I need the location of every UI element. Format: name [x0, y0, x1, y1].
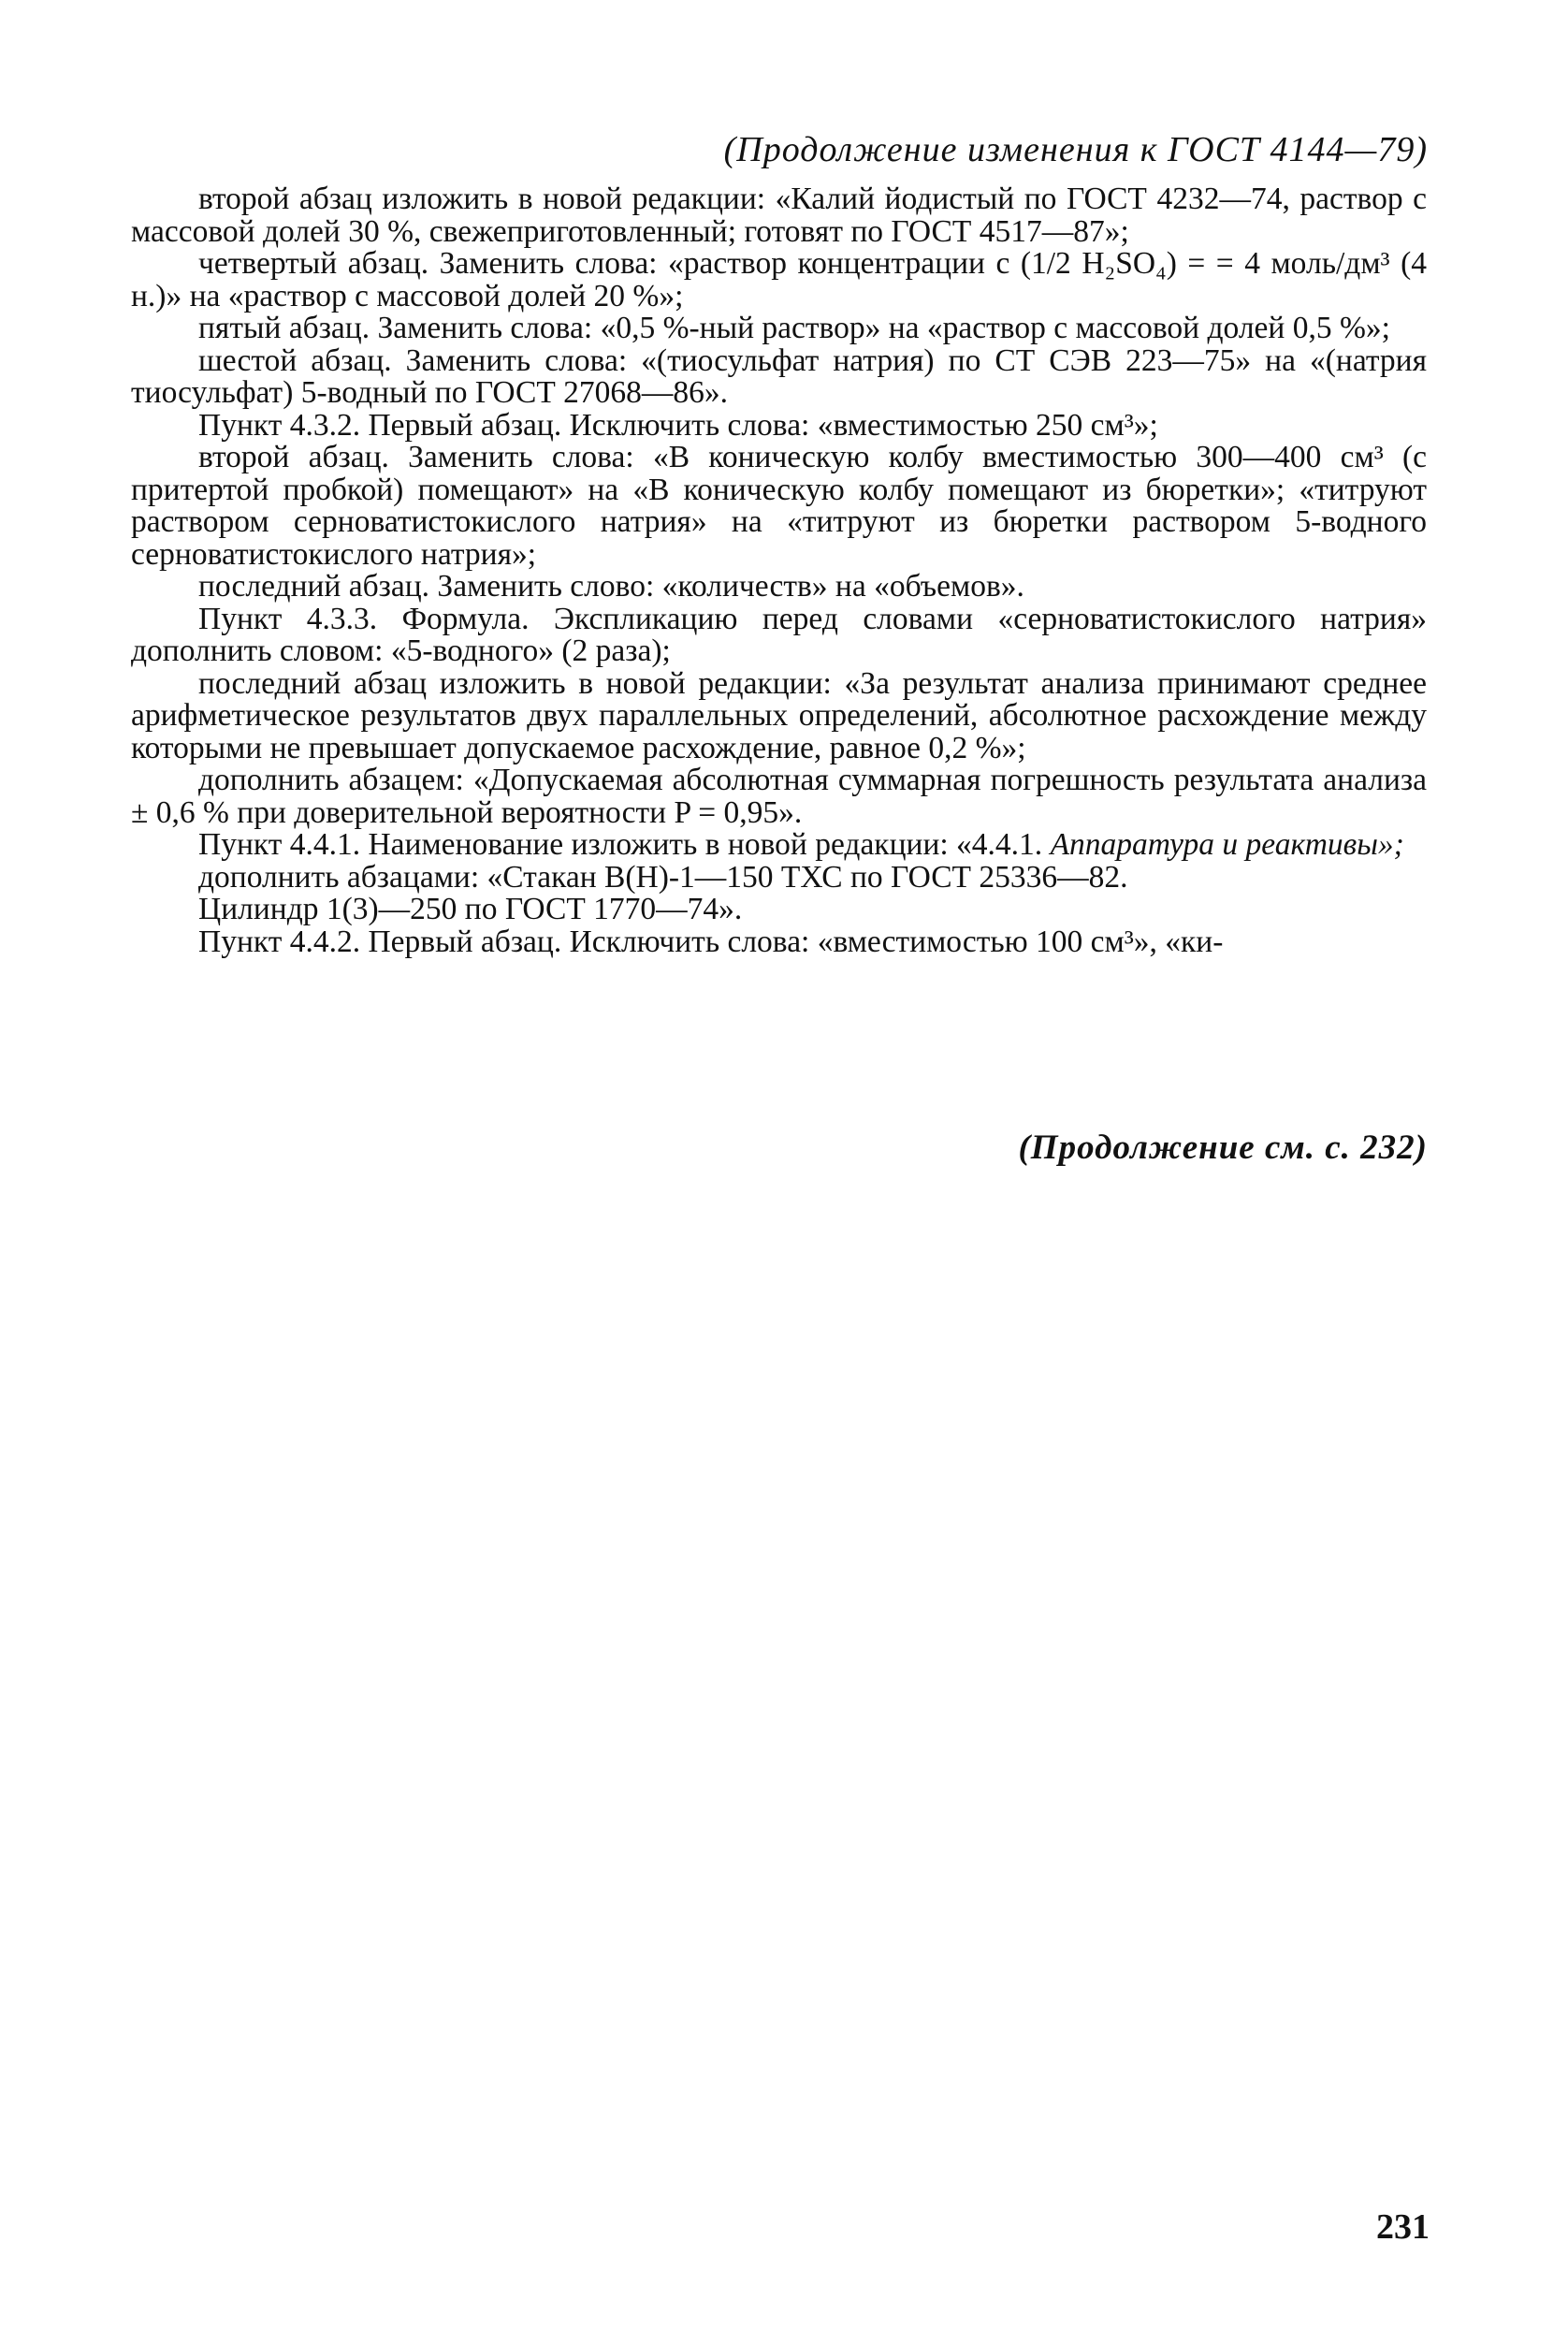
paragraph: четвертый абзац. Заменить слова: «раствор концентрации c (1/2 H₂SO₄) = = 4 моль/дм³ (4 н.)» на «раствор с массовой долей 20 %»;	[131, 246, 1427, 313]
continuation-note: (Продолжение см. с. 232)	[1018, 1128, 1428, 1167]
paragraph: Пункт 4.3.2. Первый абзац. Исключить слова: «вместимостью 250 см³»;	[198, 407, 1158, 443]
paragraph: Цилиндр 1(3)—250 по ГОСТ 1770—74».	[198, 892, 743, 926]
running-header: (Продолжение изменения к ГОСТ 4144—79)	[723, 130, 1428, 169]
paragraph: второй абзац. Заменить слова: «В коническую колбу вместимостью 300—400 см³ (с притертой пробкой) помещают» на «В коническую колбу помещают из бюретки»; «титруют раствором серноватистокислого натрия» на «титруют из бюретки раствором 5-водного серноватистокислого натрия»;	[131, 440, 1427, 572]
paragraph	[131, 829, 1427, 862]
paragraph: Пункт 4.3.3. Формула. Экспликацию перед словами «серноватистокислого натрия» дополнить словом: «5-водного» (2 раза);	[131, 601, 1427, 668]
paragraph: дополнить абзацем: «Допускаемая абсолютная суммарная погрешность результата анализа ± 0,6 % при доверительной вероятности P = 0,95».	[131, 763, 1427, 830]
paragraph-lead: Пункт 4.4.1. Наименование изложить в новой редакции: «4.4.1.	[198, 827, 1043, 862]
paragraph-italic-tail: Аппаратура и реактивы»;	[1050, 827, 1404, 862]
paragraph: последний абзац изложить в новой редакции: «За результат анализа принимают среднее арифметическое результатов двух параллельных определений, абсолютное расхождение между которыми не превышает допускаемое расхождение, равное 0,2 %»;	[131, 665, 1427, 765]
body-text	[131, 183, 1427, 958]
paragraph: пятый абзац. Заменить слова: «0,5 %-ный раствор» на «раствор с массовой долей 0,5 %»;	[198, 311, 1390, 345]
paragraph: последний абзац. Заменить слово: «количеств» на «объемов».	[198, 569, 1024, 604]
paragraph: дополнить абзацами: «Стакан В(Н)-1—150 ТХС по ГОСТ 25336—82.	[198, 859, 1128, 895]
page-number: 231	[1376, 2207, 1430, 2247]
paragraph: шестой абзац. Заменить слова: «(тиосульфат натрия) по СТ СЭВ 223—75» на «(натрия тиосульфат) 5-водный по ГОСТ 27068—86».	[131, 342, 1427, 410]
paragraph: второй абзац изложить в новой редакции: «Калий йодистый по ГОСТ 4232—74, раствор с массовой долей 30 %, свежеприготовленный; готовят по ГОСТ 4517—87»;	[131, 182, 1427, 249]
paragraph: Пункт 4.4.2. Первый абзац. Исключить слова: «вместимостью 100 см³», «ки-	[198, 924, 1224, 959]
